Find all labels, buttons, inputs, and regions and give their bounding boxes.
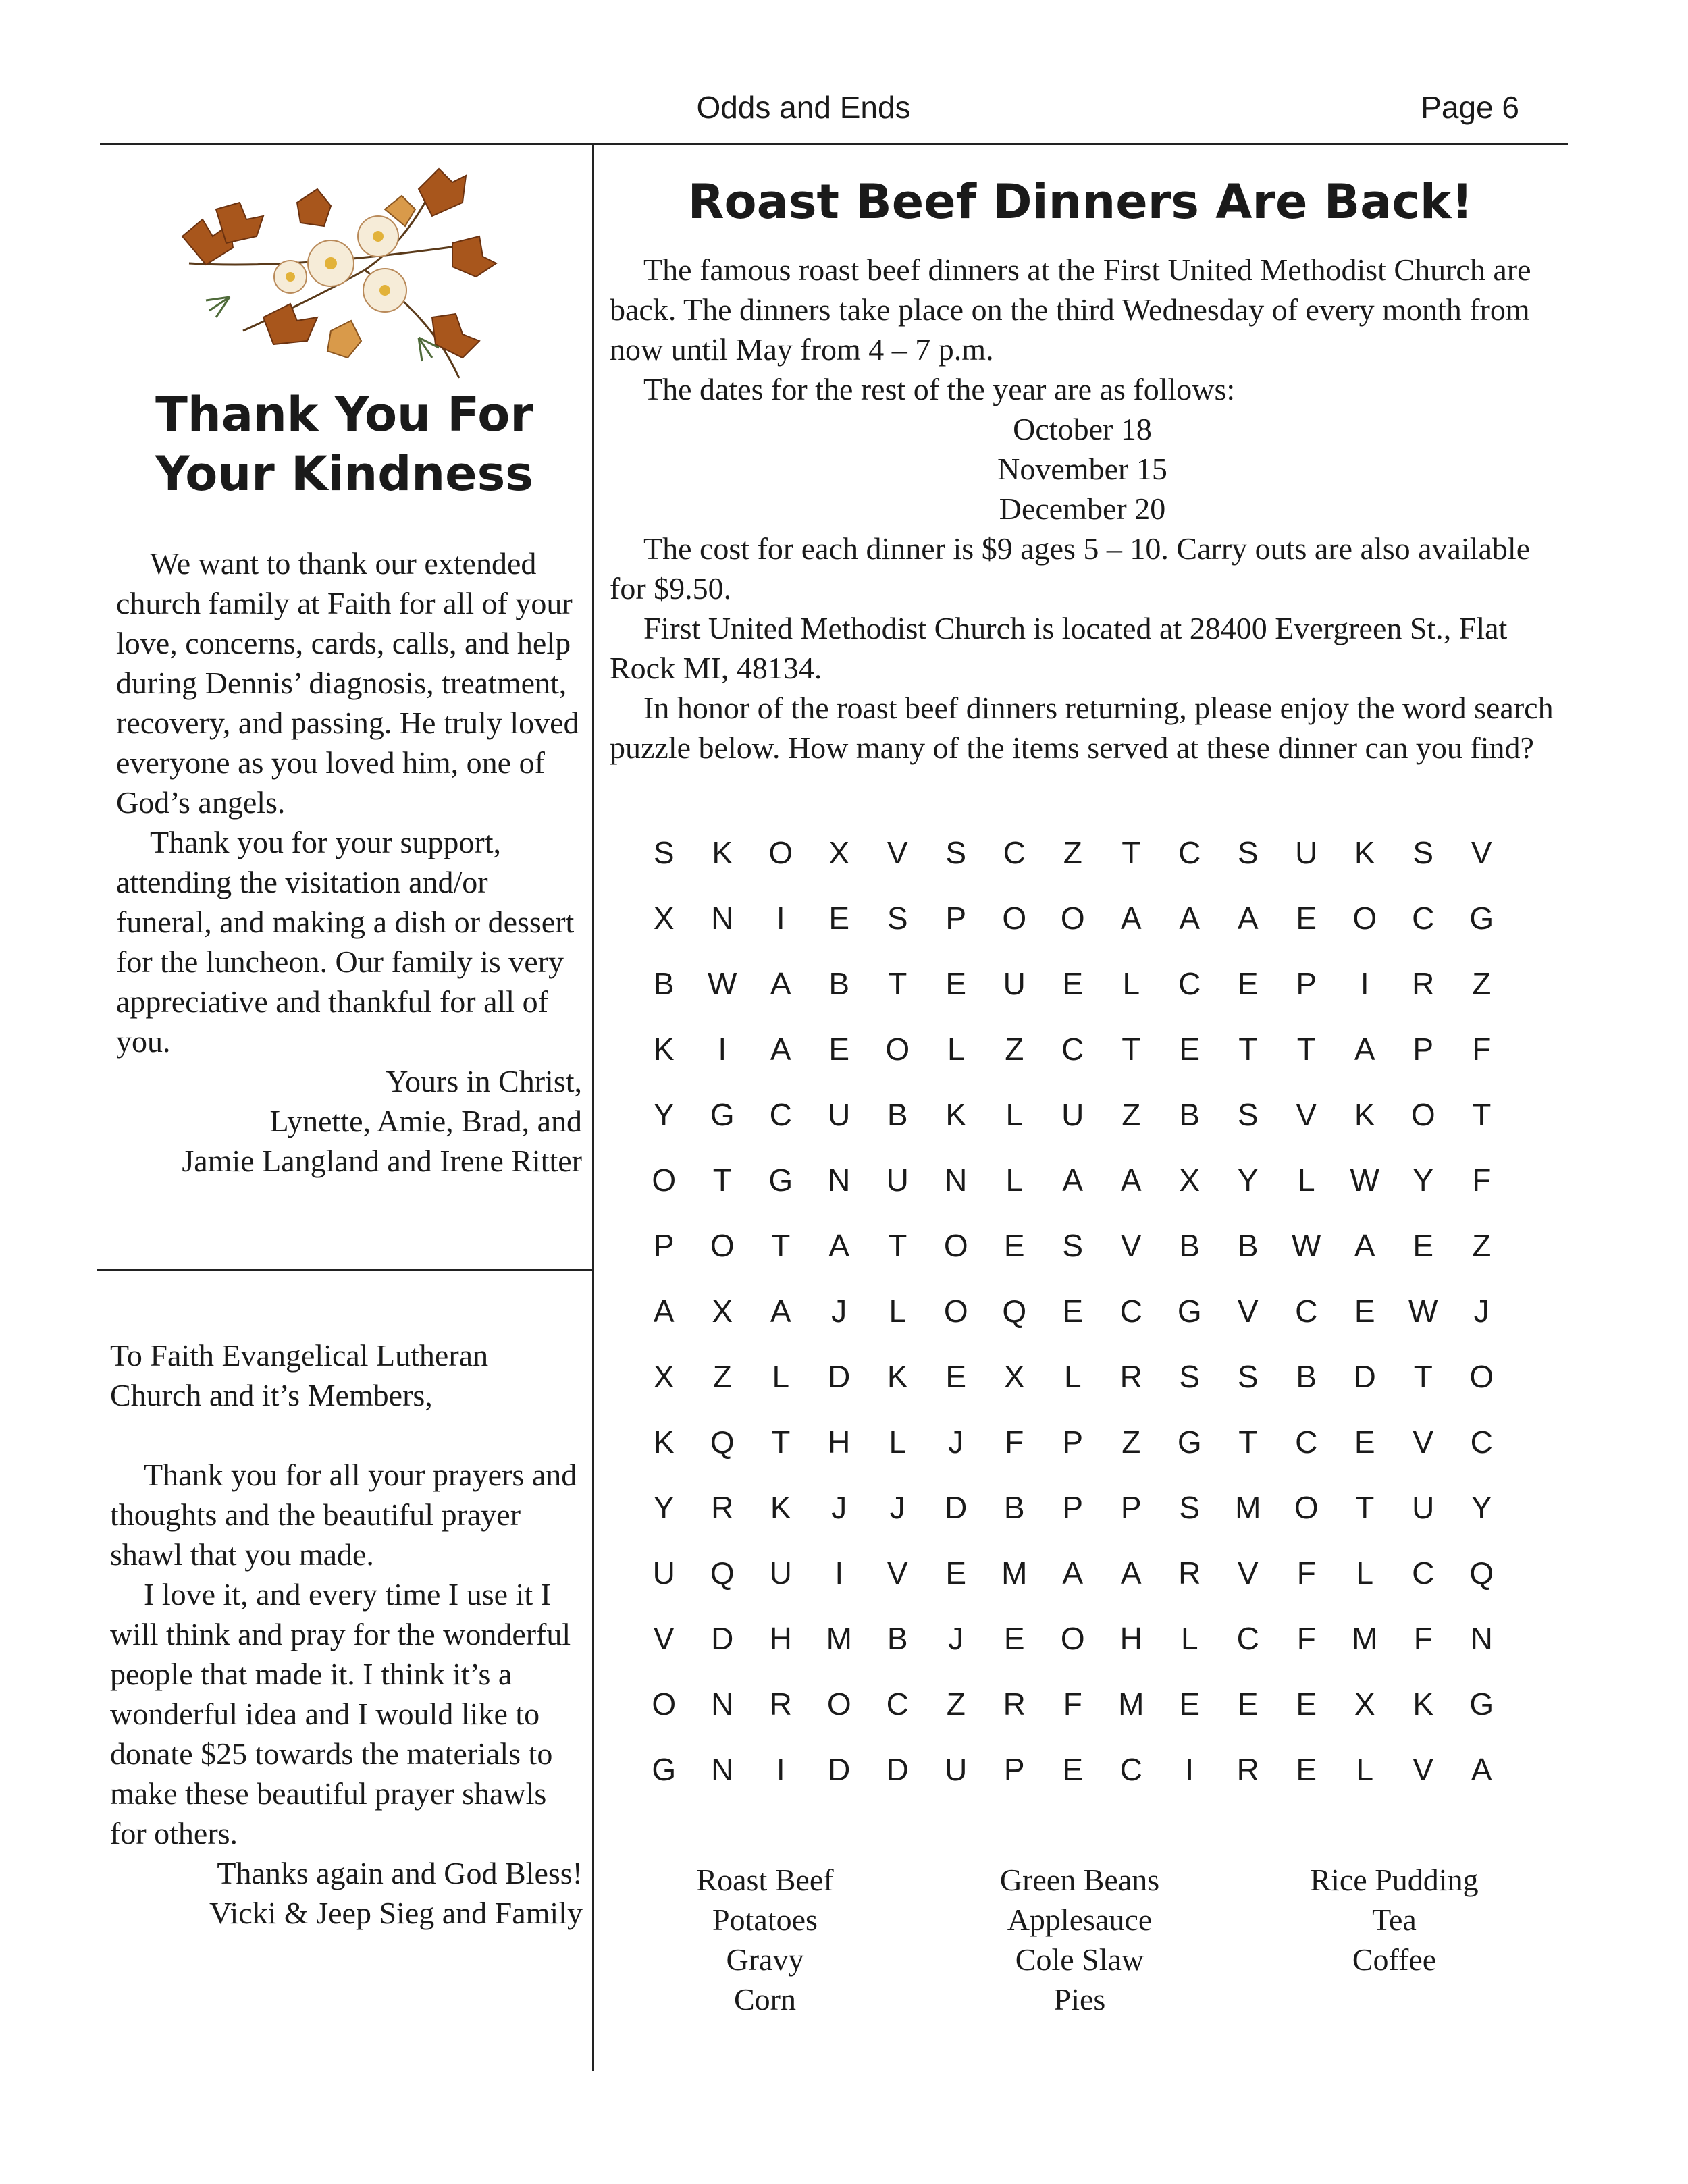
grid-letter: F <box>1413 1621 1433 1656</box>
grid-letter: X <box>828 835 850 870</box>
word-list-item: Pies <box>1053 1982 1106 2017</box>
grid-letter: E <box>828 1032 850 1067</box>
grid-letter: A <box>1120 1555 1142 1591</box>
grid-letter: C <box>1178 835 1201 870</box>
grid-row <box>635 1096 1511 1162</box>
grid-letter: C <box>1119 1294 1142 1329</box>
grid-letter: A <box>770 1294 791 1329</box>
grid-letter: C <box>1003 835 1026 870</box>
grid-letter: S <box>1062 1228 1084 1263</box>
grid-row <box>635 1751 1511 1817</box>
grid-letter: A <box>1354 1032 1375 1067</box>
page-number: Page 6 <box>1421 90 1519 125</box>
grid-letter: W <box>708 966 737 1001</box>
dinner-date: November 15 <box>997 452 1167 486</box>
grid-letter: F <box>1063 1686 1082 1722</box>
grid-letter: X <box>653 901 675 936</box>
grid-letter: O <box>1352 901 1377 936</box>
grid-letter: T <box>888 966 907 1001</box>
grid-letter: A <box>828 1228 850 1263</box>
grid-letter: I <box>835 1555 844 1591</box>
grid-letter: T <box>1296 1032 1316 1067</box>
grid-letter: T <box>1413 1359 1433 1394</box>
word-list-item: Cole Slaw <box>1015 1942 1144 1977</box>
grid-letter: V <box>887 835 908 870</box>
grid-letter: O <box>826 1686 851 1722</box>
grid-row <box>635 900 1511 965</box>
grid-letter: Z <box>1063 835 1082 870</box>
word-list-item: Tea <box>1372 1902 1417 1937</box>
grid-letter: E <box>1413 1228 1434 1263</box>
grid-letter: M <box>1001 1555 1028 1591</box>
grid-letter: U <box>769 1555 792 1591</box>
grid-letter: V <box>1120 1228 1142 1263</box>
grid-letter: U <box>886 1163 909 1198</box>
grid-letter: B <box>653 966 675 1001</box>
grid-letter: R <box>1236 1752 1259 1787</box>
dinner-date: December 20 <box>999 491 1166 526</box>
grid-letter: S <box>653 835 675 870</box>
grid-letter: K <box>1354 835 1375 870</box>
grid-row <box>635 1489 1511 1555</box>
grid-letter: A <box>1062 1555 1084 1591</box>
grid-letter: E <box>1003 1228 1025 1263</box>
word-list <box>608 1860 1553 2019</box>
grid-letter: E <box>1062 1752 1084 1787</box>
grid-letter: B <box>828 966 850 1001</box>
grid-letter: M <box>1235 1490 1261 1525</box>
grid-letter: S <box>1237 1359 1259 1394</box>
grid-letter: N <box>711 901 734 936</box>
grid-letter: T <box>771 1424 791 1460</box>
grid-letter: E <box>1296 1686 1317 1722</box>
grid-letter: C <box>886 1686 909 1722</box>
grid-letter: P <box>1413 1032 1434 1067</box>
grid-letter: B <box>1179 1097 1201 1132</box>
grid-letter: Y <box>1413 1163 1434 1198</box>
grid-letter: X <box>1003 1359 1025 1394</box>
grid-letter: A <box>1237 901 1259 936</box>
grid-letter: Z <box>712 1359 732 1394</box>
grid-letter: T <box>712 1163 732 1198</box>
grid-letter: C <box>1178 966 1201 1001</box>
grid-letter: X <box>712 1294 733 1329</box>
grid-letter: A <box>1120 901 1142 936</box>
grid-letter: L <box>1005 1163 1024 1198</box>
grid-letter: V <box>1296 1097 1317 1132</box>
grid-letter: G <box>1177 1424 1202 1460</box>
thank-you-heading-line: Your Kindness <box>155 446 533 502</box>
grid-letter: P <box>1120 1490 1142 1525</box>
grid-letter: O <box>1002 901 1027 936</box>
grid-letter: C <box>1295 1424 1318 1460</box>
grid-letter: L <box>1063 1359 1082 1394</box>
grid-letter: E <box>1237 1686 1259 1722</box>
grid-row <box>635 1620 1511 1686</box>
grid-letter: E <box>1237 966 1259 1001</box>
grid-letter: E <box>1354 1294 1375 1329</box>
grid-letter: V <box>653 1621 675 1656</box>
grid-letter: O <box>943 1228 968 1263</box>
grid-letter: O <box>1060 1621 1085 1656</box>
grid-letter: V <box>1413 1752 1434 1787</box>
grid-letter: F <box>1472 1163 1492 1198</box>
word-list-item: Roast Beef <box>696 1863 834 1897</box>
grid-letter: I <box>718 1032 727 1067</box>
grid-letter: C <box>1119 1752 1142 1787</box>
grid-letter: Y <box>653 1490 675 1525</box>
grid-letter: N <box>945 1163 968 1198</box>
grid-letter: L <box>1356 1752 1374 1787</box>
grid-letter: V <box>887 1555 908 1591</box>
grid-letter: E <box>1003 1621 1025 1656</box>
grid-letter: N <box>711 1752 734 1787</box>
grid-letter: X <box>1354 1686 1375 1722</box>
grid-row <box>635 965 1511 1031</box>
grid-row <box>635 1424 1511 1489</box>
grid-letter: T <box>1355 1490 1375 1525</box>
thank-you-heading <box>101 385 587 504</box>
grid-letter: X <box>1179 1163 1201 1198</box>
thank-you-heading-line: Thank You For <box>155 387 533 442</box>
grid-letter: J <box>948 1424 964 1460</box>
grid-letter: C <box>1412 1555 1435 1591</box>
grid-letter: E <box>945 966 967 1001</box>
grid-letter: V <box>1413 1424 1434 1460</box>
grid-letter: E <box>1354 1424 1375 1460</box>
grid-letter: H <box>1119 1621 1142 1656</box>
grid-row <box>635 1031 1511 1096</box>
grid-letter: M <box>1118 1686 1144 1722</box>
grid-letter: A <box>1471 1752 1492 1787</box>
article-paragraph: First United Methodist Church is located at 28400 Evergreen St., Flat Rock MI, 48134. <box>610 611 1508 685</box>
grid-letter: V <box>1237 1294 1259 1329</box>
grid-letter: V <box>1471 835 1492 870</box>
letter-paragraph: We want to thank our extended church family at Faith for all of your love, concerns, cards, calls, and help during Dennis’ diagnosis, treatment, recovery, and passing. He truly loved everyone as you loved him, one of God’s angels. <box>116 546 579 820</box>
grid-letter: F <box>1296 1555 1316 1591</box>
grid-letter: C <box>1061 1032 1084 1067</box>
grid-row <box>635 834 1511 900</box>
grid-letter: U <box>1295 835 1318 870</box>
grid-letter: E <box>1062 966 1084 1001</box>
grid-letter: L <box>1297 1163 1315 1198</box>
grid-letter: H <box>769 1621 792 1656</box>
grid-letter: G <box>768 1163 793 1198</box>
grid-letter: A <box>1120 1163 1142 1198</box>
word-list-item: Coffee <box>1352 1942 1437 1977</box>
grid-letter: B <box>1179 1228 1201 1263</box>
grid-letter: Q <box>710 1424 735 1460</box>
grid-letter: L <box>889 1294 907 1329</box>
grid-letter: G <box>652 1752 677 1787</box>
grid-letter: B <box>1237 1228 1259 1263</box>
grid-letter: W <box>1292 1228 1321 1263</box>
article-title: Roast Beef Dinners Are Back! <box>687 174 1473 230</box>
grid-row <box>635 1162 1511 1227</box>
word-list-item: Gravy <box>726 1942 804 1977</box>
left-section-divider <box>97 1269 593 1271</box>
grid-letter: O <box>1060 901 1085 936</box>
grid-letter: I <box>1360 966 1369 1001</box>
word-list-item: Potatoes <box>712 1902 818 1937</box>
grid-letter: Z <box>946 1686 966 1722</box>
grid-letter: B <box>887 1621 908 1656</box>
grid-letter: I <box>776 901 785 936</box>
article-body <box>610 250 1555 768</box>
dinner-date: October 18 <box>1013 412 1152 446</box>
grid-letter: A <box>653 1294 675 1329</box>
grid-letter: J <box>948 1621 964 1656</box>
article-paragraph: The cost for each dinner is $9 ages 5 – 10. Carry outs are also available for $9.50. <box>610 531 1531 606</box>
grid-letter: L <box>889 1424 907 1460</box>
grid-letter: L <box>1356 1555 1374 1591</box>
grid-letter: L <box>1122 966 1140 1001</box>
grid-letter: Z <box>1472 966 1492 1001</box>
grid-letter: D <box>828 1752 851 1787</box>
grid-letter: Z <box>1472 1228 1492 1263</box>
grid-letter: Z <box>1122 1424 1141 1460</box>
grid-letter: U <box>1412 1490 1435 1525</box>
grid-letter: W <box>1408 1294 1438 1329</box>
grid-letter: O <box>1469 1359 1494 1394</box>
grid-letter: N <box>828 1163 851 1198</box>
word-list-column <box>922 1860 1237 2019</box>
grid-letter: J <box>831 1294 847 1329</box>
grid-letter: S <box>1413 835 1434 870</box>
grid-letter: A <box>1179 901 1201 936</box>
word-list-item: Green Beans <box>999 1863 1160 1897</box>
grid-letter: K <box>712 835 733 870</box>
grid-letter: K <box>770 1490 791 1525</box>
grid-letter: I <box>1185 1752 1194 1787</box>
letter-closing: Thanks again and God Bless! <box>217 1856 583 1890</box>
grid-letter: P <box>1003 1752 1025 1787</box>
grid-letter: D <box>1353 1359 1376 1394</box>
grid-letter: M <box>826 1621 852 1656</box>
grid-letter: P <box>1062 1424 1084 1460</box>
grid-letter: D <box>711 1621 734 1656</box>
grid-letter: E <box>828 901 850 936</box>
grid-letter: A <box>770 1032 791 1067</box>
grid-letter: N <box>711 1686 734 1722</box>
grid-letter: U <box>1061 1097 1084 1132</box>
grid-row <box>635 1686 1511 1751</box>
grid-letter: E <box>1062 1294 1084 1329</box>
word-list-item: Rice Pudding <box>1310 1863 1479 1897</box>
grid-letter: K <box>653 1032 675 1067</box>
grid-letter: O <box>1410 1097 1435 1132</box>
grid-letter: X <box>653 1359 675 1394</box>
grid-letter: R <box>711 1490 734 1525</box>
grid-letter: S <box>945 835 967 870</box>
grid-letter: L <box>947 1032 965 1067</box>
grid-letter: T <box>1472 1097 1492 1132</box>
grid-letter: C <box>1412 901 1435 936</box>
article-paragraph: In honor of the roast beef dinners returning, please enjoy the word search puzzle below. How many of the items served at these dinner can you find? <box>610 691 1554 765</box>
grid-letter: T <box>1238 1424 1258 1460</box>
grid-letter: Q <box>1469 1555 1494 1591</box>
grid-letter: H <box>828 1424 851 1460</box>
grid-letter: C <box>769 1097 792 1132</box>
grid-letter: T <box>1122 1032 1141 1067</box>
grid-letter: P <box>1062 1490 1084 1525</box>
grid-letter: O <box>943 1294 968 1329</box>
grid-letter: L <box>1180 1621 1198 1656</box>
word-search-grid <box>635 834 1511 1817</box>
grid-letter: T <box>1238 1032 1258 1067</box>
grid-letter: O <box>885 1032 910 1067</box>
letter-signature: Vicki & Jeep Sieg and Family <box>209 1896 583 1930</box>
grid-letter: T <box>888 1228 907 1263</box>
grid-letter: O <box>710 1228 735 1263</box>
grid-letter: P <box>653 1228 675 1263</box>
grid-letter: B <box>887 1097 908 1132</box>
grid-letter: T <box>1122 835 1141 870</box>
grid-letter: G <box>1469 901 1494 936</box>
grid-letter: K <box>653 1424 675 1460</box>
grid-letter: G <box>710 1097 735 1132</box>
letter-salutation: To Faith Evangelical Lutheran Church and it’s Members, <box>110 1338 489 1412</box>
grid-row <box>635 1293 1511 1358</box>
grid-letter: R <box>1119 1359 1142 1394</box>
grid-letter: P <box>945 901 967 936</box>
grid-letter: A <box>770 966 791 1001</box>
grid-letter: F <box>1296 1621 1316 1656</box>
grid-letter: C <box>1295 1294 1318 1329</box>
grid-letter: D <box>886 1752 909 1787</box>
grid-letter: S <box>1237 835 1259 870</box>
grid-letter: N <box>1470 1621 1493 1656</box>
grid-letter: W <box>1350 1163 1379 1198</box>
grid-letter: R <box>1003 1686 1026 1722</box>
grid-letter: G <box>1469 1686 1494 1722</box>
grid-letter: E <box>1179 1032 1201 1067</box>
newsletter-section-title: Odds and Ends <box>696 90 911 125</box>
letter-signature: Jamie Langland and Irene Ritter <box>182 1144 582 1178</box>
letter-paragraph: Thank you for all your prayers and thoughts and the beautiful prayer shawl that you made. <box>110 1458 577 1572</box>
grid-letter: E <box>945 1555 967 1591</box>
grid-letter: Y <box>653 1097 675 1132</box>
article-paragraph: The dates for the rest of the year are as follows: <box>643 372 1236 406</box>
grid-letter: G <box>1177 1294 1202 1329</box>
grid-letter: E <box>1296 1752 1317 1787</box>
grid-letter: B <box>1003 1490 1025 1525</box>
word-list-item: Corn <box>734 1982 796 2017</box>
prayer-shawl-letter <box>110 1335 583 1933</box>
column-divider <box>592 143 594 2071</box>
word-list-item: Applesauce <box>1007 1902 1153 1937</box>
grid-letter: E <box>945 1359 967 1394</box>
grid-letter: K <box>887 1359 908 1394</box>
grid-letter: Q <box>1002 1294 1027 1329</box>
letter-paragraph: I love it, and every time I use it I will think and pray for the wonderful people that made it. I think it’s a wonderful idea and I would like to donate $25 towards the materials to make these beautiful prayer shawls for others. <box>110 1577 571 1850</box>
grid-letter: A <box>1062 1163 1084 1198</box>
word-list-column <box>1237 1860 1552 2019</box>
grid-letter: S <box>1179 1490 1201 1525</box>
autumn-flowers-illustration <box>162 162 513 392</box>
grid-letter: O <box>652 1163 677 1198</box>
grid-letter: Y <box>1237 1163 1259 1198</box>
grid-letter: Q <box>710 1555 735 1591</box>
grid-letter: T <box>771 1228 791 1263</box>
grid-letter: E <box>1296 901 1317 936</box>
grid-letter: D <box>828 1359 851 1394</box>
grid-letter: Z <box>1122 1097 1141 1132</box>
grid-letter: K <box>945 1097 967 1132</box>
header-rule <box>100 143 1568 145</box>
grid-letter: M <box>1352 1621 1378 1656</box>
grid-letter: A <box>1354 1228 1375 1263</box>
grid-letter: V <box>1237 1555 1259 1591</box>
grid-letter: O <box>768 835 793 870</box>
letter-paragraph: Thank you for your support, attending the visitation and/or funeral, and making a dish or dessert for the luncheon. Our family is very appreciative and thankful for all of you. <box>116 825 575 1059</box>
grid-letter: O <box>1294 1490 1319 1525</box>
grid-letter: C <box>1236 1621 1259 1656</box>
grid-row <box>635 1555 1511 1620</box>
grid-letter: C <box>1470 1424 1493 1460</box>
grid-letter: J <box>831 1490 847 1525</box>
grid-letter: P <box>1296 966 1317 1001</box>
grid-letter: O <box>652 1686 677 1722</box>
grid-letter: L <box>772 1359 790 1394</box>
grid-letter: F <box>1472 1032 1492 1067</box>
grid-letter: Z <box>1005 1032 1024 1067</box>
grid-letter: J <box>889 1490 905 1525</box>
grid-letter: E <box>1179 1686 1201 1722</box>
grid-row <box>635 1227 1511 1293</box>
grid-letter: S <box>1179 1359 1201 1394</box>
grid-letter: R <box>769 1686 792 1722</box>
grid-letter: D <box>945 1490 968 1525</box>
grid-letter: R <box>1178 1555 1201 1591</box>
grid-letter: S <box>1237 1097 1259 1132</box>
grid-letter: U <box>652 1555 675 1591</box>
grid-letter: U <box>945 1752 968 1787</box>
letter-closing: Yours in Christ, <box>386 1064 582 1098</box>
thank-you-letter <box>116 543 582 1181</box>
grid-letter: L <box>1005 1097 1024 1132</box>
letter-signature: Lynette, Amie, Brad, and <box>269 1104 582 1138</box>
grid-letter: S <box>887 901 908 936</box>
word-list-column <box>608 1860 922 2019</box>
grid-letter: J <box>1473 1294 1489 1329</box>
grid-letter: Y <box>1471 1490 1492 1525</box>
grid-letter: F <box>1005 1424 1024 1460</box>
article-paragraph: The famous roast beef dinners at the First United Methodist Church are back. The dinners take place on the third Wednesday of every month from now until May from 4 – 7 p.m. <box>610 252 1531 367</box>
grid-letter: K <box>1354 1097 1375 1132</box>
grid-row <box>635 1358 1511 1424</box>
grid-letter: U <box>1003 966 1026 1001</box>
grid-letter: I <box>776 1752 785 1787</box>
grid-letter: U <box>828 1097 851 1132</box>
grid-letter: K <box>1413 1686 1434 1722</box>
grid-letter: B <box>1296 1359 1317 1394</box>
grid-letter: R <box>1412 966 1435 1001</box>
